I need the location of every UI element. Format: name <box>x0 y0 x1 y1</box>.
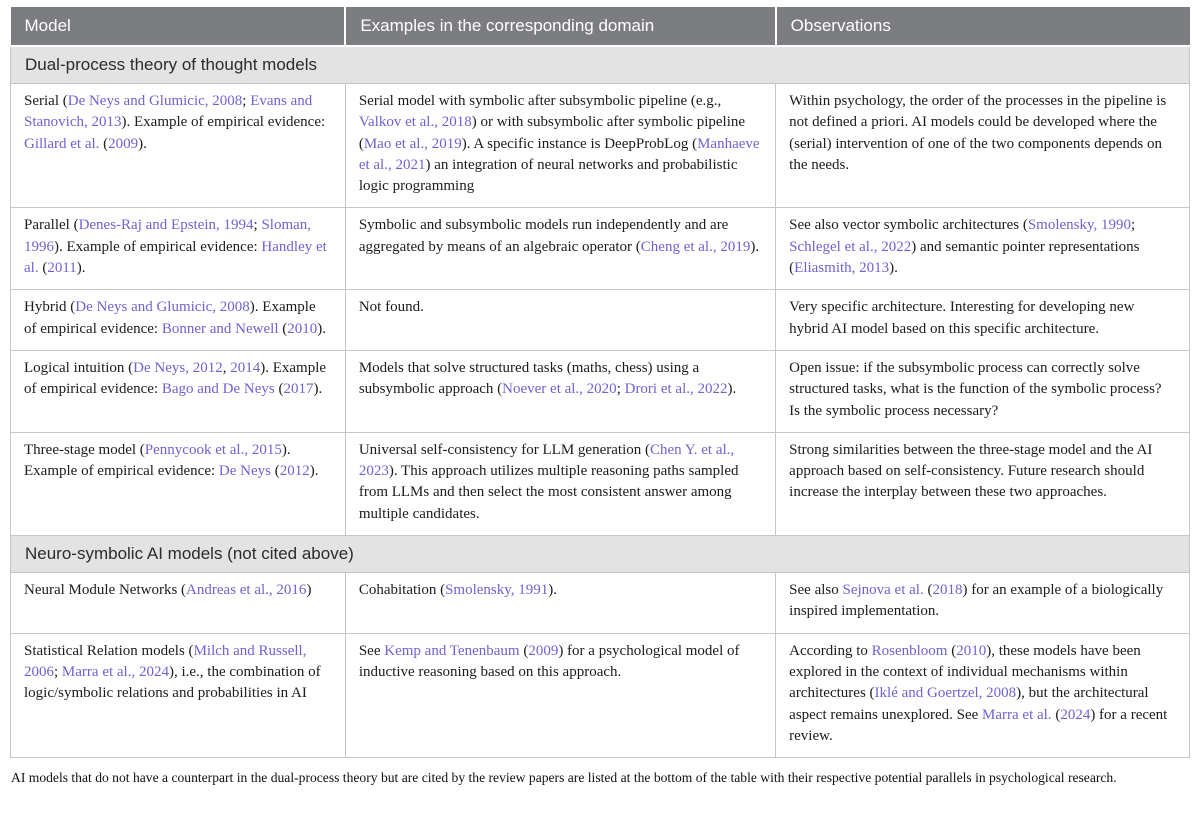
cell-text: ), but the architectural aspect remains unexplored. See <box>789 685 1149 723</box>
model-cell <box>11 633 346 757</box>
cell-text: Strong similarities between the three-stage model and the AI approach based on self-consistency. Future research should increase the interplay between these two approaches. <box>789 441 1153 501</box>
cell-text: ). Example of empirical evidence: <box>24 299 316 337</box>
citation-link[interactable]: 2024 <box>1060 706 1091 723</box>
examples-cell <box>345 573 775 634</box>
cell-text: ). <box>317 320 326 337</box>
cell-text: ) for an example of a biologically inspired implementation. <box>789 582 1164 620</box>
citation-link[interactable]: Handley et al. <box>24 238 327 277</box>
examples-cell <box>345 633 775 757</box>
cell-text: Symbolic and subsymbolic models run independently and are aggregated by means of an algebraic operator ( <box>358 217 729 255</box>
citation-link[interactable]: Sloman, 1996 <box>24 217 312 255</box>
cell-text: According to <box>789 642 872 659</box>
cell-text: Models that solve structured tasks (maths, chess) using a subsymbolic approach ( <box>358 359 700 398</box>
cell-text: Logical intuition ( <box>24 359 134 376</box>
cell-text: ). <box>889 260 898 277</box>
column-header-examples: Examples in the corresponding domain <box>345 7 775 46</box>
cell-text: ). <box>313 381 323 398</box>
cell-text: See <box>358 642 385 659</box>
table-row <box>11 350 1190 432</box>
cell-text: ). Example of empirical evidence: <box>54 238 262 255</box>
citation-link[interactable]: Valkov et al., 2018 <box>358 114 472 131</box>
citation-link[interactable]: Cheng et al., 2019 <box>640 238 751 255</box>
cell-text: ) for a recent review. <box>789 706 1168 744</box>
column-header-observations: Observations <box>776 7 1190 46</box>
cell-text: Statistical Relation models ( <box>24 642 194 659</box>
citation-link[interactable]: Gillard et al. <box>24 135 100 152</box>
citation-link[interactable]: De Neys and Glumicic, 2008 <box>67 93 243 109</box>
examples-cell <box>345 290 775 351</box>
citation-link[interactable]: Iklé and Goertzel, 2008 <box>874 685 1017 702</box>
cell-text: ). Example of empirical evidence: <box>24 441 291 480</box>
citation-link[interactable]: Mao et al., 2019 <box>363 135 462 152</box>
cell-text: ( <box>38 260 48 277</box>
cell-text: ) for a psychological model of inductive reasoning based on this approach. <box>358 642 740 680</box>
cell-text: Neural Module Networks ( <box>24 582 187 599</box>
citation-link[interactable]: De Neys and Glumicic, 2008 <box>75 299 250 316</box>
citation-link[interactable]: Smolensky, 1991 <box>445 582 549 599</box>
table-row <box>11 208 1190 290</box>
citation-link[interactable]: 2012 <box>279 463 310 480</box>
column-header-model: Model <box>11 7 346 46</box>
cell-text: Universal self-consistency for LLM generation ( <box>358 441 650 458</box>
observations-cell <box>776 208 1190 290</box>
citation-link[interactable]: 2010 <box>287 320 318 337</box>
cell-text: ) <box>306 582 312 599</box>
citation-link[interactable]: De Neys, 2012 <box>133 359 223 376</box>
examples-cell <box>345 350 775 432</box>
citation-link[interactable]: Schlegel et al., 2022 <box>789 238 912 255</box>
citation-link[interactable]: Noever et al., 2020 <box>502 381 617 398</box>
model-cell <box>11 350 346 432</box>
cell-text: ; <box>616 381 625 398</box>
citation-link[interactable]: Smolensky, 1990 <box>1027 217 1132 234</box>
cell-text: ). <box>750 238 760 255</box>
citation-link[interactable]: Milch and Russell, 2006 <box>24 642 307 680</box>
model-cell <box>11 573 346 634</box>
cell-text: Three-stage model ( <box>24 441 145 458</box>
cell-text: ), i.e., the combination of logic/symbolic relations and probabilities in AI <box>24 663 321 702</box>
cell-text: ). <box>548 582 558 599</box>
cell-text: ( <box>278 320 288 337</box>
citation-link[interactable]: Chen Y. et al., 2023 <box>358 441 735 480</box>
cell-text: ) and semantic pointer representations ( <box>789 238 1140 277</box>
citation-link[interactable]: 2009 <box>528 642 559 659</box>
cell-text: ) or with subsymbolic after symbolic pipeline ( <box>358 114 746 152</box>
table-header <box>11 7 1190 46</box>
cell-text: ; <box>1131 217 1136 234</box>
citation-link[interactable]: 2018 <box>932 582 963 599</box>
cell-text: ( <box>519 642 529 659</box>
model-cell <box>11 208 346 290</box>
citation-link[interactable]: Evans and Stanovich, 2013 <box>24 93 313 131</box>
cell-text: See also <box>789 582 843 599</box>
observations-cell <box>776 573 1190 634</box>
cell-text: ). <box>138 135 147 152</box>
observations-cell <box>776 84 1190 208</box>
table-footnote: AI models that do not have a counterpart in the dual-process theory but are cited by the review papers are listed at the bottom of the table with their respective potential parallels in psychological research. <box>11 770 1117 786</box>
citation-link[interactable]: 2009 <box>108 135 139 152</box>
cell-text: ), these models have been explored in the context of individual mechanisms within architectures ( <box>789 642 1141 702</box>
table-row <box>11 432 1190 535</box>
examples-cell <box>345 432 775 535</box>
citation-link[interactable]: Andreas et al., 2016 <box>186 582 307 599</box>
cell-text: ). Example of empirical evidence: <box>121 114 326 131</box>
citation-link[interactable]: Eliasmith, 2013 <box>794 260 890 277</box>
table-body <box>11 46 1190 758</box>
citation-link[interactable]: 2017 <box>283 381 314 398</box>
cell-text: See also vector symbolic architectures ( <box>789 217 1028 234</box>
citation-link[interactable]: Marra et al. <box>982 706 1052 723</box>
section-row <box>11 536 1190 573</box>
model-cell <box>11 84 346 208</box>
cell-text: ). <box>309 463 319 480</box>
observations-cell <box>776 432 1190 535</box>
section-row <box>11 46 1190 84</box>
cell-text: Not found. <box>358 299 424 316</box>
cell-text: , <box>222 359 231 376</box>
cell-text: ( <box>99 135 109 152</box>
table-row <box>11 633 1190 757</box>
cell-text: ( <box>923 582 933 599</box>
models-table <box>10 7 1190 758</box>
table-row <box>11 290 1190 351</box>
cell-text: Within psychology, the order of the processes in the pipeline is not defined a priori. AI models could be developed where the (serial) intervention of one of the two components depends on the needs. <box>789 93 1167 173</box>
section-header: Dual-process theory of thought models <box>11 46 1190 84</box>
cell-text: ( <box>1051 706 1061 723</box>
citation-link[interactable]: 2014 <box>230 359 261 376</box>
section-header: Neuro-symbolic AI models (not cited above) <box>11 536 1190 573</box>
observations-cell <box>776 633 1190 757</box>
table-row <box>11 84 1190 208</box>
cell-text: Cohabitation ( <box>358 582 446 599</box>
cell-text: Serial model with symbolic after subsymbolic pipeline (e.g., <box>358 93 722 109</box>
cell-text: ; <box>242 93 251 109</box>
cell-text: Parallel ( <box>24 217 79 234</box>
citation-link[interactable]: Drori et al., 2022 <box>624 381 728 398</box>
cell-text: ) an integration of neural networks and probabilistic logic programming <box>358 156 738 195</box>
cell-text: Very specific architecture. Interesting for developing new hybrid AI model based on this specific architecture. <box>789 299 1135 337</box>
citation-link[interactable]: Bago and De Neys <box>161 381 275 398</box>
cell-text: Open issue: if the subsymbolic process can correctly solve structured tasks, what is the function of the symbolic process? Is the symbolic process necessary? <box>789 359 1162 419</box>
citation-link[interactable]: Pennycook et al., 2015 <box>144 441 282 458</box>
examples-cell <box>345 208 775 290</box>
cell-text: ( <box>271 463 280 480</box>
cell-text: ( <box>947 642 957 659</box>
cell-text: ( <box>274 381 284 398</box>
cell-text: Serial ( <box>24 93 68 109</box>
model-cell <box>11 290 346 351</box>
cell-text: ). A specific instance is DeepProbLog ( <box>461 135 698 152</box>
cell-text: Hybrid ( <box>24 299 76 316</box>
citation-link[interactable]: 2010 <box>956 642 987 659</box>
table-row <box>11 573 1190 634</box>
cell-text: ). This approach utilizes multiple reasoning paths sampled from LLMs and then select the most consistent answer among multiple candidates. <box>358 463 739 522</box>
observations-cell <box>776 350 1190 432</box>
citation-link[interactable]: Denes-Raj and Epstein, 1994 <box>78 217 254 234</box>
observations-cell <box>776 290 1190 351</box>
citation-link[interactable]: Bonner and Newell <box>161 320 279 337</box>
citation-link[interactable]: Marra et al., 2024 <box>61 663 169 680</box>
cell-text: ). <box>76 260 86 277</box>
cell-text: ). <box>727 381 737 398</box>
citation-link[interactable]: 2011 <box>47 260 77 277</box>
examples-cell <box>345 84 775 208</box>
citation-link[interactable]: Rosenbloom <box>871 642 948 659</box>
citation-link[interactable]: Manhaeve et al., 2021 <box>358 135 760 173</box>
cell-text: ). Example of empirical evidence: <box>24 359 327 398</box>
model-cell <box>11 432 346 535</box>
cell-text: ; <box>253 217 262 234</box>
citation-link[interactable]: Kemp and Tenenbaum <box>384 642 520 659</box>
citation-link[interactable]: Sejnova et al. <box>842 582 924 599</box>
citation-link[interactable]: De Neys <box>218 463 271 480</box>
cell-text: ; <box>54 663 62 680</box>
header-row <box>11 7 1190 46</box>
